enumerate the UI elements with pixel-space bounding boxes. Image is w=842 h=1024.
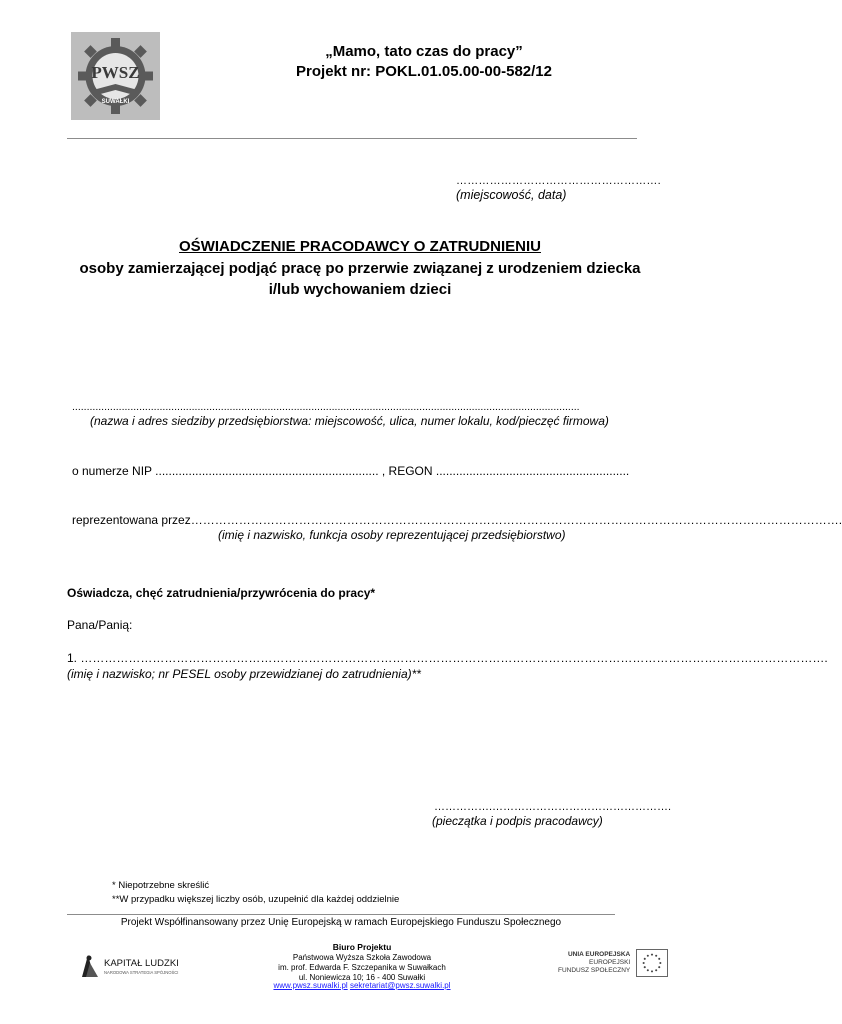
eu-logo-text	[558, 951, 630, 975]
footnote-2: **W przypadku większej liczby osób, uzupełnić dla każdej oddzielnie	[112, 894, 400, 905]
header-divider	[67, 138, 637, 139]
declaration-salutation: Pana/Panią:	[67, 618, 133, 632]
office-title: Biuro Projektu	[332, 942, 392, 952]
office-line-1: Państwowa Wyższa Szkoła Zawodowa	[292, 953, 432, 962]
signature-field[interactable]: …………….………………………………………….	[434, 801, 672, 813]
office-line-3: ul. Noniewicza 10; 16 - 400 Suwałki	[298, 973, 426, 982]
kapital-ludzki-emblem-icon	[80, 951, 195, 979]
project-motto: „Mamo, tato czas do pracy”	[325, 43, 523, 60]
svg-text:KAPITAŁ LUDZKI: KAPITAŁ LUDZKI	[104, 958, 179, 969]
signature-caption: (pieczątka i podpis pracodawcy)	[432, 814, 603, 828]
document-subtitle-line1: osoby zamierzającej podjąć pracę po przerwie związanej z urodzeniem dziecka	[79, 260, 641, 277]
office-line-2: im. prof. Edwarda F. Szczepanika w Suwałkach	[278, 963, 446, 972]
representative-caption: (imię i nazwisko, funkcja osoby reprezentującej przedsiębiorstwo)	[218, 528, 566, 542]
cofinancing-note: Projekt Współfinansowany przez Unię Europejską w ramach Europejskiego Funduszu Społecznego	[120, 917, 562, 928]
office-contact-links	[252, 981, 472, 991]
svg-text:PWSZ: PWSZ	[91, 63, 140, 82]
svg-text:NARODOWA STRATEGIA SPÓJNOŚCI: NARODOWA STRATEGIA SPÓJNOŚCI	[104, 970, 179, 975]
project-number: Projekt nr: POKL.01.05.00-00-582/12	[296, 63, 552, 80]
footer-divider	[67, 914, 615, 915]
document-subtitle-line2: i/lub wychowaniem dzieci	[268, 281, 452, 298]
representative-field[interactable]: reprezentowana przez……………………………………………………………………………………………………………………………………………….	[72, 513, 842, 527]
eu-line-1: UNIA EUROPEJSKA	[567, 951, 631, 958]
place-date-caption: (miejscowość, data)	[456, 188, 567, 202]
employer-name-field[interactable]: ..............................................................................................................................................................................	[72, 401, 580, 413]
eu-line-2: EUROPEJSKI	[589, 959, 631, 966]
pwsz-gear-logo-icon	[71, 32, 160, 120]
eu-flag-icon	[636, 949, 668, 977]
eu-line-3: FUNDUSZ SPOŁECZNY	[558, 967, 631, 974]
pwsz-logo	[71, 32, 160, 120]
employer-name-caption: (nazwa i adres siedziby przedsiębiorstwa: miejscowość, ulica, numer lokalu, kod/pieczęć firmowa)	[90, 414, 609, 428]
kapital-ludzki-logo	[80, 951, 195, 979]
email-link[interactable]: sekretariat@pwsz.suwalki.pl	[349, 981, 451, 990]
website-link[interactable]: www.pwsz.suwalki.pl	[273, 981, 348, 990]
svg-text:SUWAŁKI: SUWAŁKI	[101, 99, 130, 105]
footnote-1: * Niepotrzebne skreślić	[112, 880, 210, 891]
nip-regon-field[interactable]: o numerze NIP ................................................................... , REGON ..........................................................	[72, 464, 630, 478]
employee-field[interactable]: 1. …………………………………………………………………………………………………………………………………………………………………….	[67, 651, 828, 665]
document-title: OŚWIADCZENIE PRACODAWCY O ZATRUDNIENIU	[179, 238, 541, 255]
eu-logo	[558, 948, 672, 978]
place-date-dots: ……………………………………………….	[456, 175, 661, 187]
declaration-statement: Oświadcza, chęć zatrudnienia/przywrócenia do pracy*	[67, 586, 376, 600]
employee-caption: (imię i nazwisko; nr PESEL osoby przewidzianej do zatrudnienia)**	[67, 667, 421, 681]
